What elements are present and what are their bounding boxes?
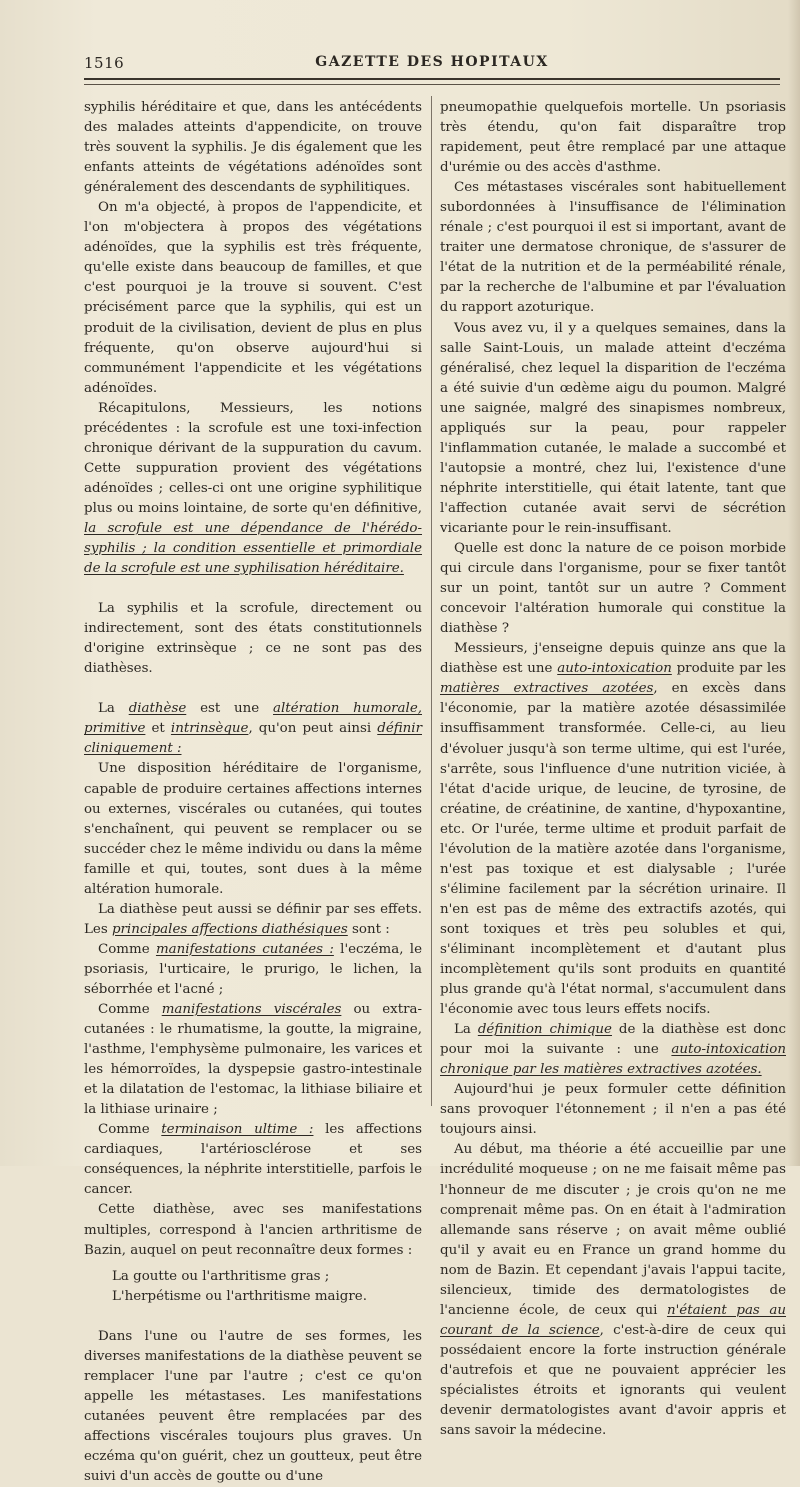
- paragraph: [84, 940, 422, 1000]
- emphasis-text: altération humorale, primitive: [84, 701, 422, 737]
- emphasis-text: définition chimique: [477, 1022, 612, 1038]
- body-text: Au début, ma théorie a été accueillie par une incrédulité moqueuse ; on ne me faisait même pas l'honneur de me discuter ; je crois qu'on ne me comprenait même pas. On en était à l'admiration allemande sans réserve ; on avait même oublié qu'il y avait eu en France un grand homme du nom de Bazin. Et cependant j'avais l'appui tacite, silencieux, timide des dermatologistes de l'ancienne école, de ceux qui: [440, 1142, 786, 1318]
- emphasis-text: manifestations cutanées :: [155, 941, 334, 957]
- body-text: est une: [186, 701, 274, 717]
- body-text: Vous avez vu, il y a quelques semaines, dans la salle Saint-Louis, un malade atteint d'eczéma généralisé, chez lequel la disparition de l'eczéma a été suivie d'un œdème aigu du poumon. Malgré une saignée, malgré des sinapismes nombreux, appliqués sur la peau, pour rappeler l'inflammation cutanée, le malade a succombé et l'autopsie a montré, chez lui, l'existence d'une néphrite interstitielle, qui était latente, tant que l'affection cutanée avait servi de sécrétion vicariante pour le rein-insuffisant.: [440, 320, 786, 536]
- body-text: La: [454, 1022, 478, 1038]
- body-text: On m'a objecté, à propos de l'appendicite, et l'on m'objectera à propos des végétations adénoïdes, que la syphilis est très fréquente, qu'elle existe dans beaucoup de familles, et que c'est pourquoi je la trouve si souvent. C'est précisément parce que la syphilis, qui est un produit de la civilisation, devient de plus en plus fréquente, qu'on observe aujourd'hui si communément l'appendicite et les végétations adénoïdes.: [84, 200, 422, 396]
- emphasis-text: principales affections diathésiques: [111, 921, 348, 937]
- body-text: produite par les: [671, 661, 786, 677]
- paragraph: [440, 1140, 786, 1441]
- body-text: La goutte ou l'arthritisme gras ;: [112, 1268, 330, 1284]
- body-text: Cette diathèse, avec ses manifestations multiples, correspond à l'ancien arthritisme de Bazin, auquel on peut reconnaître deux formes :: [84, 1202, 422, 1258]
- body-text: Récapitulons, Messieurs, les notions précédentes : la scrofule est une toxi-infection chronique dérivant de la suppuration du cavum. Cette suppuration provient des végétations adénoïdes ; celles-ci ont une origine syphilitique plus ou moins lointaine, de sorte qu'en définitive,: [84, 400, 422, 516]
- page-number: 1516: [84, 54, 125, 72]
- body-text: La diathèse peut aussi se définir par ses effets. Les: [84, 901, 422, 937]
- body-text: L'herpétisme ou l'arthritisme maigre.: [112, 1288, 367, 1304]
- column-separator: [431, 96, 432, 1106]
- paragraph: [84, 1267, 422, 1287]
- body-text: , qu'on peut ainsi: [248, 721, 378, 737]
- body-text: Quelle est donc la nature de ce poison morbide qui circule dans l'organisme, pour se fixer tantôt sur un point, tantôt sur un autre ? Comment concevoir l'altération humorale qui constitue la diathèse ?: [440, 541, 786, 637]
- emphasis-text: intrinsèque: [170, 721, 249, 737]
- paragraph: [84, 1000, 422, 1120]
- paragraph: [440, 639, 786, 1020]
- left-column: [84, 98, 423, 1485]
- body-text: Comme: [98, 941, 156, 957]
- body-text: La syphilis et la scrofule, directement ou indirectement, sont des états constitutionnels d'origine extrinsèque ; ce ne sont pas des diathèses.: [84, 601, 422, 677]
- body-text: l'eczéma, le psoriasis, l'urticaire, le prurigo, le lichen, la séborrhée et l'acné ;: [84, 941, 422, 997]
- body-text: , en excès dans l'économie, par la matière azotée désassimilée insuffisamment transformée. Celle-ci, au lieu d'évoluer jusqu'à son terme ultime, qui est l'urée, s'arrête, sous l'influence d'une nutrition viciée, à l'état d'acide urique, de leucine, de tyrosine, de créatine, de créatinine, de xantine, d'hypoxantine, etc. Or l'urée, terme ultime et produit parfait de l'évolution de la matière azotée dans l'organisme, n'est pas toxique et est dialysable ; l'urée s'élimine facilement par la sécrétion urinaire. Il n'en est pas de même des extractifs azotés, qui sont toxiques et très peu solubles et qui, s'éliminant incomplètement et d'autant plus incomplètement qu'ils sont produits en quantité plus grande qu'à l'état normal, s'accumulent dans l'économie avec tous leurs effets nocifs.: [440, 681, 786, 1018]
- body-text: Dans l'une ou l'autre de ses formes, les diverses manifestations de la diathèse peuvent se remplacer l'une par l'autre ; c'est ce qu'on appelle les métastases. Les manifestations cutanées peuvent être remplacées par des affections viscérales toujours plus graves. Un eczéma qu'on guérit, chez un goutteux, peut être suivi d'un accès de goutte ou d'une: [84, 1328, 422, 1485]
- body-text: les affections cardiaques, l'artériosclérose et ses conséquences, la néphrite interstitielle, parfois le cancer.: [84, 1122, 422, 1198]
- body-text: Une disposition héréditaire de l'organisme, capable de produire certaines affections internes ou externes, viscérales ou cutanées, qui toutes s'enchaînent, qui peuvent se remplacer ou se succéder chez le même individu ou dans la même famille et qui, toutes, sont dues à la même altération humorale.: [84, 761, 422, 897]
- body-text: ou extra-cutanées : le rhumatisme, la goutte, la migraine, l'asthme, l'emphysème pulmonaire, les varices et les hémorroïdes, la dyspepsie gastro-intestinale et la dilatation de l'estomac, la lithiase biliaire et la lithiase urinaire ;: [84, 1002, 423, 1118]
- paragraph: [84, 399, 422, 579]
- running-title: GAZETTE DES HOPITAUX: [315, 54, 549, 70]
- paragraph: [84, 98, 422, 198]
- emphasis-text: auto-intoxication chronique par les matières extractives azotées.: [440, 1042, 786, 1078]
- paragraph: [84, 1120, 422, 1200]
- paragraph: [84, 759, 422, 899]
- paragraph: [440, 98, 786, 178]
- emphasis-text: matières extractives azotées: [440, 681, 654, 697]
- paragraph: [440, 539, 786, 639]
- emphasis-text: n'étaient pas au courant de la science: [440, 1302, 787, 1338]
- paragraph: [440, 319, 786, 540]
- body-text: Comme: [98, 1122, 162, 1138]
- body-text: Aujourd'hui je peux formuler cette définition sans provoquer l'étonnement ; il n'en a pas été toujours ainsi.: [440, 1082, 786, 1138]
- body-text: La: [98, 701, 129, 717]
- body-text: , c'est-à-dire de ceux qui possédaient encore la forte instruction générale d'autrefois et que ne pouvaient apprécier les spécialistes étroits et ignorants qui veulent devenir dermatologistes avant d'avoir appris et sans savoir la médecine.: [440, 1322, 787, 1439]
- body-text: pneumopathie quelquefois mortelle. Un psoriasis très étendu, qu'on fait disparaître trop rapidement, peut être remplacé par une attaque d'urémie ou des accès d'asthme.: [440, 100, 786, 176]
- body-text: de la diathèse est donc pour moi la suivante : une: [440, 1022, 786, 1058]
- paragraph: [84, 1327, 422, 1487]
- page-header: [84, 50, 780, 76]
- body-text: sont :: [347, 921, 390, 937]
- body-text: Messieurs, j'enseigne depuis quinze ans que la diathèse est une: [440, 641, 786, 677]
- page-edge-shadow: [788, 0, 800, 1166]
- body-text: Ces métastases viscérales sont habituellement subordonnées à l'insuffisance de l'élimination rénale ; c'est pourquoi il est si important, avant de traiter une dermatose chronique, de s'assurer de l'état de la nutrition et de la perméabilité rénale, par la recherche de l'albumine et par l'évaluation du rapport azoturique.: [440, 180, 786, 316]
- emphasis-text: définir cliniquement :: [84, 721, 422, 757]
- body-text: syphilis héréditaire et que, dans les antécédents des malades atteints d'appendicite, on trouve très souvent la syphilis. Je dis également que les enfants atteints de végétations adénoïdes sont généralement des descendants de syphilitiques.: [84, 100, 422, 196]
- paragraph: [84, 198, 422, 398]
- header-rule-thin: [84, 84, 780, 85]
- paragraph: [440, 178, 786, 318]
- right-column: [440, 98, 787, 1439]
- emphasis-text: auto-intoxication: [557, 661, 672, 677]
- emphasis-text: manifestations viscérales: [161, 1002, 342, 1018]
- paragraph: [84, 1287, 422, 1307]
- paragraph: [84, 1200, 422, 1260]
- paragraph: [84, 900, 422, 940]
- emphasis-text: diathèse: [128, 701, 187, 717]
- paragraph: [440, 1020, 786, 1080]
- emphasis-text: la scrofule est une dépendance de l'hérédo-syphilis ; la condition essentielle et primordiale de la scrofule est une syphilisation héréditaire.: [84, 520, 422, 577]
- paragraph: [84, 599, 422, 679]
- header-rule-thick: [84, 78, 780, 80]
- paragraph: [440, 1080, 786, 1140]
- emphasis-text: terminaison ultime :: [161, 1122, 314, 1138]
- body-text: et: [145, 721, 171, 737]
- paragraph: [84, 699, 422, 759]
- body-text: Comme: [98, 1002, 162, 1018]
